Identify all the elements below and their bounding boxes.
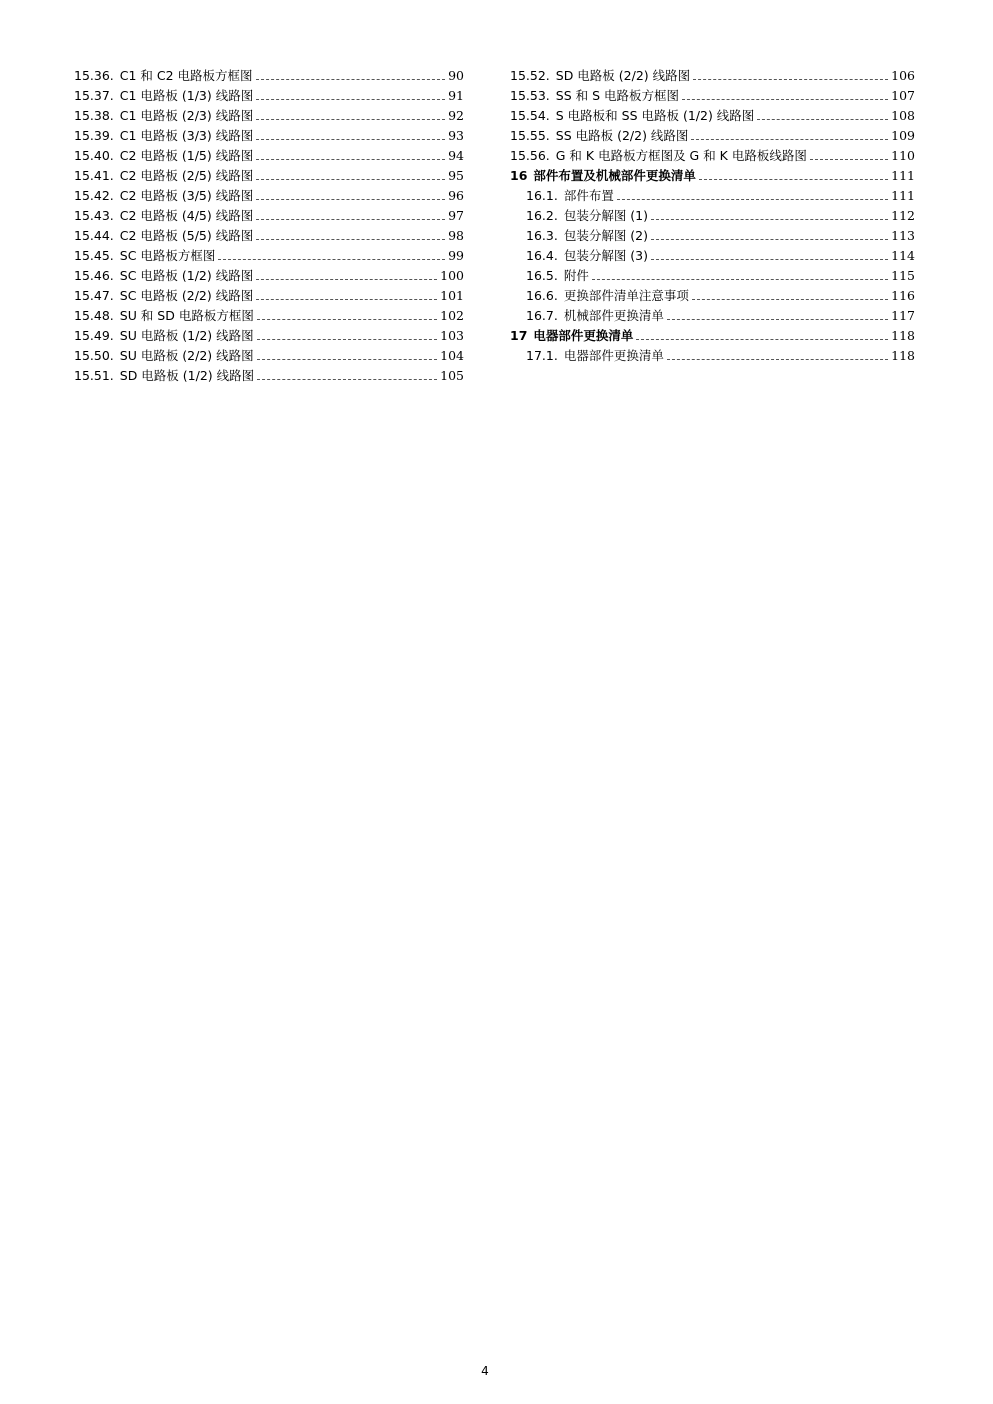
toc-dot-leader [257, 319, 437, 320]
toc-entry[interactable] [510, 86, 915, 106]
toc-dot-leader [256, 99, 445, 100]
toc-dot-leader [256, 79, 446, 80]
toc-entry-page: 100 [440, 268, 464, 283]
toc-entry[interactable] [510, 306, 915, 326]
toc-entry[interactable] [510, 246, 915, 266]
toc-entry-title: SS 电路板 (2/2) 线路图 [555, 128, 689, 143]
toc-entry-title: SU 和 SD 电路板方框图 [119, 308, 254, 323]
toc-entry[interactable] [510, 186, 915, 206]
toc-entry-page: 106 [891, 68, 915, 83]
toc-entry[interactable] [510, 346, 915, 366]
toc-entry-title: 电器部件更换清单 [563, 348, 664, 363]
toc-entry-title: SC 电路板 (1/2) 线路图 [119, 268, 254, 283]
toc-entry-number: 15.52. [510, 68, 550, 83]
toc-entry-number: 15.50. [74, 348, 114, 363]
toc-entry-number: 16 [510, 168, 528, 183]
toc-entry-title: C1 和 C2 电路板方框图 [119, 68, 253, 83]
toc-dot-leader [256, 199, 445, 200]
toc-entry-title: 更换部件清单注意事项 [563, 288, 689, 303]
toc-entry-number: 15.42. [74, 188, 114, 203]
toc-column-left [74, 66, 464, 386]
toc-entry-title: 电器部件更换清单 [533, 328, 634, 343]
toc-entry-page: 104 [440, 348, 464, 363]
toc-entry-number: 15.36. [74, 68, 114, 83]
toc-entry-page: 102 [440, 308, 464, 323]
toc-entry-page: 95 [448, 168, 464, 183]
toc-entry-page: 111 [891, 188, 915, 203]
toc-entry-number: 15.56. [510, 148, 550, 163]
toc-entry-number: 16.7. [526, 308, 558, 323]
toc-entry-number: 15.46. [74, 268, 114, 283]
toc-dot-leader [257, 359, 438, 360]
toc-entry-page: 107 [891, 88, 915, 103]
toc-entry[interactable] [74, 226, 464, 246]
toc-entry-page: 117 [891, 308, 915, 323]
toc-dot-leader [636, 339, 888, 340]
toc-entry[interactable] [510, 226, 915, 246]
toc-entry-number: 15.54. [510, 108, 550, 123]
toc-dot-leader [256, 119, 445, 120]
toc-entry-title: C2 电路板 (5/5) 线路图 [119, 228, 254, 243]
toc-dot-leader [256, 219, 445, 220]
toc-entry[interactable] [74, 326, 464, 346]
toc-entry[interactable] [74, 366, 464, 386]
toc-entry-title: C2 电路板 (4/5) 线路图 [119, 208, 254, 223]
toc-entry[interactable] [510, 126, 915, 146]
toc-entry-title: C1 电路板 (3/3) 线路图 [119, 128, 254, 143]
toc-entry-page: 99 [448, 248, 464, 263]
toc-entry[interactable] [74, 346, 464, 366]
toc-entry-number: 17 [510, 328, 528, 343]
toc-entry-number: 16.1. [526, 188, 558, 203]
toc-entry-page: 101 [440, 288, 464, 303]
toc-entry[interactable] [74, 206, 464, 226]
toc-entry[interactable] [510, 66, 915, 86]
toc-entry-page: 112 [891, 208, 915, 223]
toc-entry-title: SC 电路板方框图 [119, 248, 216, 263]
toc-entry-page: 110 [891, 148, 915, 163]
toc-entry[interactable] [74, 306, 464, 326]
toc-dot-leader [692, 299, 888, 300]
toc-dot-leader [257, 379, 437, 380]
toc-entry-title: SS 和 S 电路板方框图 [555, 88, 679, 103]
toc-chapter-entry[interactable] [510, 166, 915, 186]
toc-entry-page: 93 [448, 128, 464, 143]
toc-dot-leader [757, 119, 888, 120]
toc-entry-page: 113 [891, 228, 915, 243]
toc-dot-leader [691, 139, 888, 140]
toc-dot-leader [218, 259, 445, 260]
toc-entry-page: 109 [891, 128, 915, 143]
toc-entry[interactable] [74, 146, 464, 166]
toc-chapter-entry[interactable] [510, 326, 915, 346]
toc-entry-number: 15.44. [74, 228, 114, 243]
toc-dot-leader [693, 79, 888, 80]
toc-entry-number: 15.49. [74, 328, 114, 343]
toc-dot-leader [592, 279, 888, 280]
toc-entry-number: 16.5. [526, 268, 558, 283]
toc-entry-number: 16.3. [526, 228, 558, 243]
toc-entry-number: 15.55. [510, 128, 550, 143]
toc-entry[interactable] [74, 106, 464, 126]
toc-entry-page: 98 [448, 228, 464, 243]
toc-entry-number: 15.41. [74, 168, 114, 183]
toc-entry-title: SU 电路板 (1/2) 线路图 [119, 328, 254, 343]
toc-entry[interactable] [510, 106, 915, 126]
toc-entry[interactable] [74, 126, 464, 146]
toc-entry[interactable] [74, 86, 464, 106]
toc-entry-page: 111 [891, 168, 915, 183]
toc-entry-page: 115 [891, 268, 915, 283]
toc-entry[interactable] [510, 206, 915, 226]
toc-entry-number: 16.6. [526, 288, 558, 303]
toc-entry-page: 118 [891, 328, 915, 343]
toc-entry-page: 96 [448, 188, 464, 203]
toc-dot-leader [667, 319, 888, 320]
toc-entry-number: 15.38. [74, 108, 114, 123]
toc-dot-leader [256, 239, 445, 240]
toc-entry-number: 16.2. [526, 208, 558, 223]
toc-entry-title: 部件布置及机械部件更换清单 [533, 168, 696, 183]
toc-dot-leader [667, 359, 888, 360]
toc-entry-page: 105 [440, 368, 464, 383]
toc-entry-number: 17.1. [526, 348, 558, 363]
toc-entry-page: 94 [448, 148, 464, 163]
toc-dot-leader [699, 179, 888, 180]
toc-entry[interactable] [510, 286, 915, 306]
toc-entry-number: 16.4. [526, 248, 558, 263]
toc-entry-page: 92 [448, 108, 464, 123]
toc-entry-number: 15.51. [74, 368, 114, 383]
toc-dot-leader [256, 139, 445, 140]
toc-entry-page: 108 [891, 108, 915, 123]
toc-entry-title: S 电路板和 SS 电路板 (1/2) 线路图 [555, 108, 755, 123]
toc-entry-title: 包装分解图 (1) [563, 208, 648, 223]
toc-entry-title: C2 电路板 (1/5) 线路图 [119, 148, 254, 163]
toc-entry-number: 15.37. [74, 88, 114, 103]
toc-entry-page: 90 [448, 68, 464, 83]
toc-dot-leader [651, 239, 888, 240]
toc-entry-number: 15.43. [74, 208, 114, 223]
toc-dot-leader [257, 339, 438, 340]
toc-entry-number: 15.39. [74, 128, 114, 143]
toc-entry-number: 15.40. [74, 148, 114, 163]
toc-dot-leader [256, 179, 445, 180]
toc-entry-page: 116 [891, 288, 915, 303]
toc-dot-leader [617, 199, 888, 200]
toc-dot-leader [256, 279, 437, 280]
toc-entry-title: SU 电路板 (2/2) 线路图 [119, 348, 254, 363]
toc-entry-title: C2 电路板 (2/5) 线路图 [119, 168, 254, 183]
toc-entry-title: C2 电路板 (3/5) 线路图 [119, 188, 254, 203]
toc-entry-page: 118 [891, 348, 915, 363]
toc-entry-number: 15.53. [510, 88, 550, 103]
toc-dot-leader [682, 99, 888, 100]
toc-entry-title: 附件 [563, 268, 589, 283]
toc-entry-number: 15.45. [74, 248, 114, 263]
toc-entry[interactable] [74, 66, 464, 86]
toc-dot-leader [651, 259, 888, 260]
toc-entry-page: 97 [448, 208, 464, 223]
toc-entry-title: 包装分解图 (2) [563, 228, 648, 243]
toc-entry[interactable] [74, 186, 464, 206]
toc-entry-page: 103 [440, 328, 464, 343]
toc-dot-leader [810, 159, 888, 160]
page-number: 4 [481, 1364, 489, 1378]
toc-entry-number: 15.48. [74, 308, 114, 323]
toc-dot-leader [256, 159, 445, 160]
toc-entry-title: SC 电路板 (2/2) 线路图 [119, 288, 254, 303]
toc-dot-leader [256, 299, 437, 300]
toc-entry[interactable] [74, 266, 464, 286]
toc-entry-title: C1 电路板 (2/3) 线路图 [119, 108, 254, 123]
toc-entry-title: 包装分解图 (3) [563, 248, 648, 263]
toc-entry-page: 114 [891, 248, 915, 263]
toc-entry-number: 15.47. [74, 288, 114, 303]
toc-entry-title: SD 电路板 (1/2) 线路图 [119, 368, 255, 383]
toc-entry[interactable] [510, 266, 915, 286]
toc-entry-title: SD 电路板 (2/2) 线路图 [555, 68, 691, 83]
toc-entry-title: 机械部件更换清单 [563, 308, 664, 323]
toc-column-right [510, 66, 915, 366]
toc-entry[interactable] [74, 166, 464, 186]
toc-entry[interactable] [74, 286, 464, 306]
toc-dot-leader [651, 219, 888, 220]
toc-entry[interactable] [74, 246, 464, 266]
toc-entry-title: C1 电路板 (1/3) 线路图 [119, 88, 254, 103]
toc-entry-title: G 和 K 电路板方框图及 G 和 K 电路板线路图 [555, 148, 807, 163]
toc-entry[interactable] [510, 146, 915, 166]
toc-entry-title: 部件布置 [563, 188, 614, 203]
toc-entry-page: 91 [448, 88, 464, 103]
